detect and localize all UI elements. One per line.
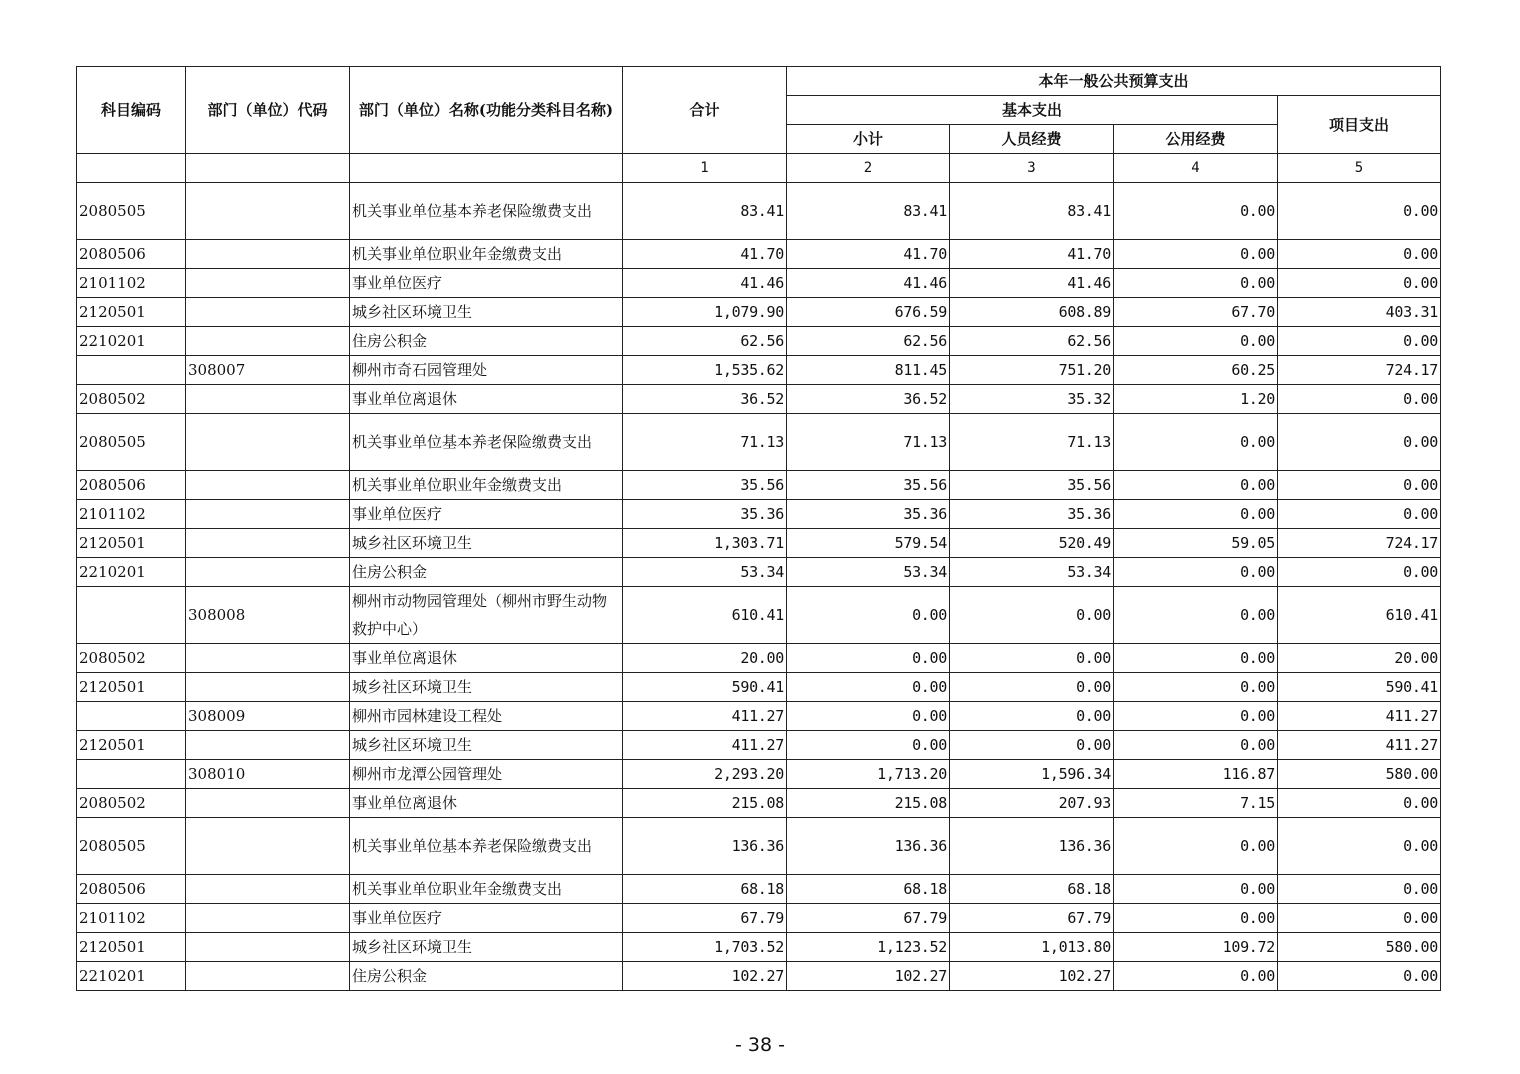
personnel-cell: 1,013.80 (950, 933, 1114, 962)
dept-name-cell: 事业单位离退休 (350, 644, 623, 673)
personnel-cell: 0.00 (950, 587, 1114, 644)
subject-code-cell: 2080502 (77, 385, 186, 414)
header-public: 公用经费 (1114, 125, 1278, 154)
column-index: 1 (623, 154, 787, 183)
total-cell: 41.46 (623, 269, 787, 298)
personnel-cell: 1,596.34 (950, 760, 1114, 789)
personnel-cell: 0.00 (950, 731, 1114, 760)
public-cell: 1.20 (1114, 385, 1278, 414)
header-blank (186, 154, 350, 183)
total-cell: 68.18 (623, 875, 787, 904)
dept-name-cell: 住房公积金 (350, 962, 623, 991)
table-row (77, 240, 1441, 269)
header-total: 合计 (623, 67, 787, 154)
subject-code-cell: 2210201 (77, 558, 186, 587)
subject-code-cell: 2120501 (77, 673, 186, 702)
dept-name-cell: 城乡社区环境卫生 (350, 529, 623, 558)
public-cell: 0.00 (1114, 183, 1278, 240)
dept-code-cell (186, 471, 350, 500)
header-blank (350, 154, 623, 183)
total-cell: 1,703.52 (623, 933, 787, 962)
table-row (77, 875, 1441, 904)
public-cell: 0.00 (1114, 327, 1278, 356)
header-subject-code: 科目编码 (77, 67, 186, 154)
personnel-cell: 102.27 (950, 962, 1114, 991)
total-cell: 215.08 (623, 789, 787, 818)
table-row (77, 385, 1441, 414)
public-cell: 0.00 (1114, 471, 1278, 500)
dept-code-cell (186, 904, 350, 933)
project-cell: 0.00 (1278, 962, 1441, 991)
subtotal-cell: 102.27 (787, 962, 950, 991)
header-blank (77, 154, 186, 183)
subtotal-cell: 41.46 (787, 269, 950, 298)
total-cell: 62.56 (623, 327, 787, 356)
dept-code-cell: 308008 (186, 587, 350, 644)
subtotal-cell: 0.00 (787, 731, 950, 760)
subtotal-cell: 68.18 (787, 875, 950, 904)
dept-name-cell: 城乡社区环境卫生 (350, 673, 623, 702)
subtotal-cell: 1,123.52 (787, 933, 950, 962)
table-row (77, 818, 1441, 875)
public-cell: 7.15 (1114, 789, 1278, 818)
dept-code-cell (186, 962, 350, 991)
total-cell: 36.52 (623, 385, 787, 414)
personnel-cell: 71.13 (950, 414, 1114, 471)
subject-code-cell: 2120501 (77, 298, 186, 327)
table-row (77, 933, 1441, 962)
personnel-cell: 0.00 (950, 702, 1114, 731)
subject-code-cell: 2120501 (77, 933, 186, 962)
dept-code-cell (186, 183, 350, 240)
personnel-cell: 0.00 (950, 673, 1114, 702)
table-row (77, 644, 1441, 673)
subject-code-cell (77, 356, 186, 385)
subject-code-cell (77, 760, 186, 789)
total-cell: 102.27 (623, 962, 787, 991)
public-cell: 0.00 (1114, 818, 1278, 875)
public-cell: 0.00 (1114, 558, 1278, 587)
dept-code-cell (186, 644, 350, 673)
personnel-cell: 608.89 (950, 298, 1114, 327)
public-cell: 0.00 (1114, 644, 1278, 673)
dept-name-cell: 事业单位离退休 (350, 789, 623, 818)
dept-code-cell (186, 789, 350, 818)
project-cell: 411.27 (1278, 702, 1441, 731)
subtotal-cell: 136.36 (787, 818, 950, 875)
dept-code-cell: 308009 (186, 702, 350, 731)
public-cell: 0.00 (1114, 904, 1278, 933)
dept-name-cell: 城乡社区环境卫生 (350, 731, 623, 760)
budget-expenditure-table (76, 66, 1441, 991)
table-row (77, 356, 1441, 385)
dept-name-cell: 住房公积金 (350, 327, 623, 356)
subtotal-cell: 83.41 (787, 183, 950, 240)
subtotal-cell: 67.79 (787, 904, 950, 933)
total-cell: 20.00 (623, 644, 787, 673)
total-cell: 411.27 (623, 702, 787, 731)
personnel-cell: 53.34 (950, 558, 1114, 587)
dept-code-cell (186, 414, 350, 471)
dept-name-cell: 机关事业单位基本养老保险缴费支出 (350, 183, 623, 240)
total-cell: 83.41 (623, 183, 787, 240)
subtotal-cell: 811.45 (787, 356, 950, 385)
subtotal-cell: 0.00 (787, 673, 950, 702)
subject-code-cell: 2080506 (77, 471, 186, 500)
project-cell: 0.00 (1278, 471, 1441, 500)
subject-code-cell: 2101102 (77, 904, 186, 933)
table-row (77, 673, 1441, 702)
project-cell: 0.00 (1278, 414, 1441, 471)
total-cell: 35.36 (623, 500, 787, 529)
table-row (77, 298, 1441, 327)
column-index: 4 (1114, 154, 1278, 183)
dept-name-cell: 柳州市奇石园管理处 (350, 356, 623, 385)
subtotal-cell: 0.00 (787, 702, 950, 731)
dept-name-cell: 事业单位医疗 (350, 269, 623, 298)
table-row (77, 760, 1441, 789)
subject-code-cell: 2080505 (77, 414, 186, 471)
project-cell: 580.00 (1278, 760, 1441, 789)
project-cell: 0.00 (1278, 558, 1441, 587)
personnel-cell: 35.56 (950, 471, 1114, 500)
public-cell: 60.25 (1114, 356, 1278, 385)
dept-code-cell (186, 673, 350, 702)
table-row (77, 587, 1441, 644)
dept-code-cell (186, 327, 350, 356)
project-cell: 724.17 (1278, 529, 1441, 558)
public-cell: 0.00 (1114, 673, 1278, 702)
dept-code-cell (186, 933, 350, 962)
column-index: 2 (787, 154, 950, 183)
dept-code-cell: 308010 (186, 760, 350, 789)
subtotal-cell: 41.70 (787, 240, 950, 269)
project-cell: 0.00 (1278, 240, 1441, 269)
project-cell: 590.41 (1278, 673, 1441, 702)
subtotal-cell: 71.13 (787, 414, 950, 471)
table-row (77, 558, 1441, 587)
subject-code-cell (77, 587, 186, 644)
project-cell: 0.00 (1278, 904, 1441, 933)
dept-name-cell: 住房公积金 (350, 558, 623, 587)
project-cell: 610.41 (1278, 587, 1441, 644)
dept-code-cell (186, 875, 350, 904)
column-index: 5 (1278, 154, 1441, 183)
table-row (77, 269, 1441, 298)
dept-code-cell (186, 818, 350, 875)
personnel-cell: 68.18 (950, 875, 1114, 904)
header-subtotal: 小计 (787, 125, 950, 154)
subject-code-cell: 2120501 (77, 529, 186, 558)
column-index: 3 (950, 154, 1114, 183)
project-cell: 20.00 (1278, 644, 1441, 673)
table-row (77, 327, 1441, 356)
subtotal-cell: 36.52 (787, 385, 950, 414)
project-cell: 0.00 (1278, 789, 1441, 818)
total-cell: 136.36 (623, 818, 787, 875)
header-basic-expenditure: 基本支出 (787, 96, 1278, 125)
subject-code-cell: 2210201 (77, 962, 186, 991)
subject-code-cell: 2080505 (77, 183, 186, 240)
public-cell: 0.00 (1114, 731, 1278, 760)
total-cell: 2,293.20 (623, 760, 787, 789)
total-cell: 590.41 (623, 673, 787, 702)
total-cell: 41.70 (623, 240, 787, 269)
dept-code-cell (186, 240, 350, 269)
table-row (77, 904, 1441, 933)
project-cell: 0.00 (1278, 269, 1441, 298)
header-general-budget: 本年一般公共预算支出 (787, 67, 1441, 96)
dept-name-cell: 机关事业单位职业年金缴费支出 (350, 471, 623, 500)
dept-name-cell: 机关事业单位基本养老保险缴费支出 (350, 818, 623, 875)
personnel-cell: 41.46 (950, 269, 1114, 298)
project-cell: 580.00 (1278, 933, 1441, 962)
total-cell: 67.79 (623, 904, 787, 933)
personnel-cell: 35.32 (950, 385, 1114, 414)
public-cell: 0.00 (1114, 962, 1278, 991)
project-cell: 0.00 (1278, 385, 1441, 414)
table-row (77, 702, 1441, 731)
total-cell: 53.34 (623, 558, 787, 587)
personnel-cell: 35.36 (950, 500, 1114, 529)
header-project-expenditure: 项目支出 (1278, 96, 1441, 154)
dept-code-cell (186, 500, 350, 529)
personnel-cell: 207.93 (950, 789, 1114, 818)
public-cell: 67.70 (1114, 298, 1278, 327)
total-cell: 35.56 (623, 471, 787, 500)
subtotal-cell: 0.00 (787, 644, 950, 673)
dept-name-cell: 城乡社区环境卫生 (350, 933, 623, 962)
dept-name-cell: 柳州市园林建设工程处 (350, 702, 623, 731)
dept-name-cell: 事业单位医疗 (350, 500, 623, 529)
personnel-cell: 83.41 (950, 183, 1114, 240)
subject-code-cell: 2080506 (77, 875, 186, 904)
page-number: - 38 - (735, 1034, 785, 1056)
dept-name-cell: 柳州市龙潭公园管理处 (350, 760, 623, 789)
table-row (77, 789, 1441, 818)
table-row (77, 731, 1441, 760)
header-dept-name: 部门（单位）名称(功能分类科目名称) (350, 67, 623, 154)
public-cell: 0.00 (1114, 587, 1278, 644)
table-row (77, 183, 1441, 240)
personnel-cell: 67.79 (950, 904, 1114, 933)
public-cell: 0.00 (1114, 702, 1278, 731)
project-cell: 0.00 (1278, 500, 1441, 529)
project-cell: 0.00 (1278, 818, 1441, 875)
personnel-cell: 62.56 (950, 327, 1114, 356)
dept-code-cell (186, 385, 350, 414)
project-cell: 0.00 (1278, 327, 1441, 356)
public-cell: 109.72 (1114, 933, 1278, 962)
dept-code-cell: 308007 (186, 356, 350, 385)
subject-code-cell: 2101102 (77, 500, 186, 529)
subtotal-cell: 676.59 (787, 298, 950, 327)
subject-code-cell: 2080506 (77, 240, 186, 269)
subject-code-cell: 2080505 (77, 818, 186, 875)
subtotal-cell: 579.54 (787, 529, 950, 558)
dept-name-cell: 机关事业单位职业年金缴费支出 (350, 875, 623, 904)
public-cell: 116.87 (1114, 760, 1278, 789)
subtotal-cell: 35.36 (787, 500, 950, 529)
subtotal-cell: 35.56 (787, 471, 950, 500)
header-dept-code: 部门（单位）代码 (186, 67, 350, 154)
subtotal-cell: 215.08 (787, 789, 950, 818)
personnel-cell: 41.70 (950, 240, 1114, 269)
subtotal-cell: 62.56 (787, 327, 950, 356)
personnel-cell: 0.00 (950, 644, 1114, 673)
personnel-cell: 520.49 (950, 529, 1114, 558)
dept-name-cell: 柳州市动物园管理处（柳州市野生动物救护中心） (350, 587, 623, 644)
total-cell: 1,303.71 (623, 529, 787, 558)
project-cell: 403.31 (1278, 298, 1441, 327)
public-cell: 0.00 (1114, 240, 1278, 269)
dept-code-cell (186, 298, 350, 327)
project-cell: 411.27 (1278, 731, 1441, 760)
project-cell: 0.00 (1278, 875, 1441, 904)
personnel-cell: 136.36 (950, 818, 1114, 875)
subject-code-cell: 2080502 (77, 644, 186, 673)
subject-code-cell: 2120501 (77, 731, 186, 760)
subtotal-cell: 53.34 (787, 558, 950, 587)
public-cell: 0.00 (1114, 500, 1278, 529)
total-cell: 610.41 (623, 587, 787, 644)
total-cell: 1,079.90 (623, 298, 787, 327)
table-row (77, 414, 1441, 471)
public-cell: 0.00 (1114, 414, 1278, 471)
table-row (77, 500, 1441, 529)
total-cell: 71.13 (623, 414, 787, 471)
dept-code-cell (186, 269, 350, 298)
header-personnel: 人员经费 (950, 125, 1114, 154)
dept-name-cell: 事业单位离退休 (350, 385, 623, 414)
subject-code-cell: 2080502 (77, 789, 186, 818)
subtotal-cell: 0.00 (787, 587, 950, 644)
dept-code-cell (186, 731, 350, 760)
total-cell: 411.27 (623, 731, 787, 760)
project-cell: 724.17 (1278, 356, 1441, 385)
dept-name-cell: 机关事业单位基本养老保险缴费支出 (350, 414, 623, 471)
public-cell: 59.05 (1114, 529, 1278, 558)
subject-code-cell (77, 702, 186, 731)
table-row (77, 471, 1441, 500)
dept-name-cell: 城乡社区环境卫生 (350, 298, 623, 327)
table-row (77, 962, 1441, 991)
table-header (77, 67, 1441, 183)
dept-code-cell (186, 558, 350, 587)
personnel-cell: 751.20 (950, 356, 1114, 385)
table-row (77, 529, 1441, 558)
public-cell: 0.00 (1114, 875, 1278, 904)
subject-code-cell: 2210201 (77, 327, 186, 356)
subtotal-cell: 1,713.20 (787, 760, 950, 789)
subject-code-cell: 2101102 (77, 269, 186, 298)
project-cell: 0.00 (1278, 183, 1441, 240)
dept-name-cell: 事业单位医疗 (350, 904, 623, 933)
dept-name-cell: 机关事业单位职业年金缴费支出 (350, 240, 623, 269)
table-body (77, 183, 1441, 991)
total-cell: 1,535.62 (623, 356, 787, 385)
dept-code-cell (186, 529, 350, 558)
public-cell: 0.00 (1114, 269, 1278, 298)
